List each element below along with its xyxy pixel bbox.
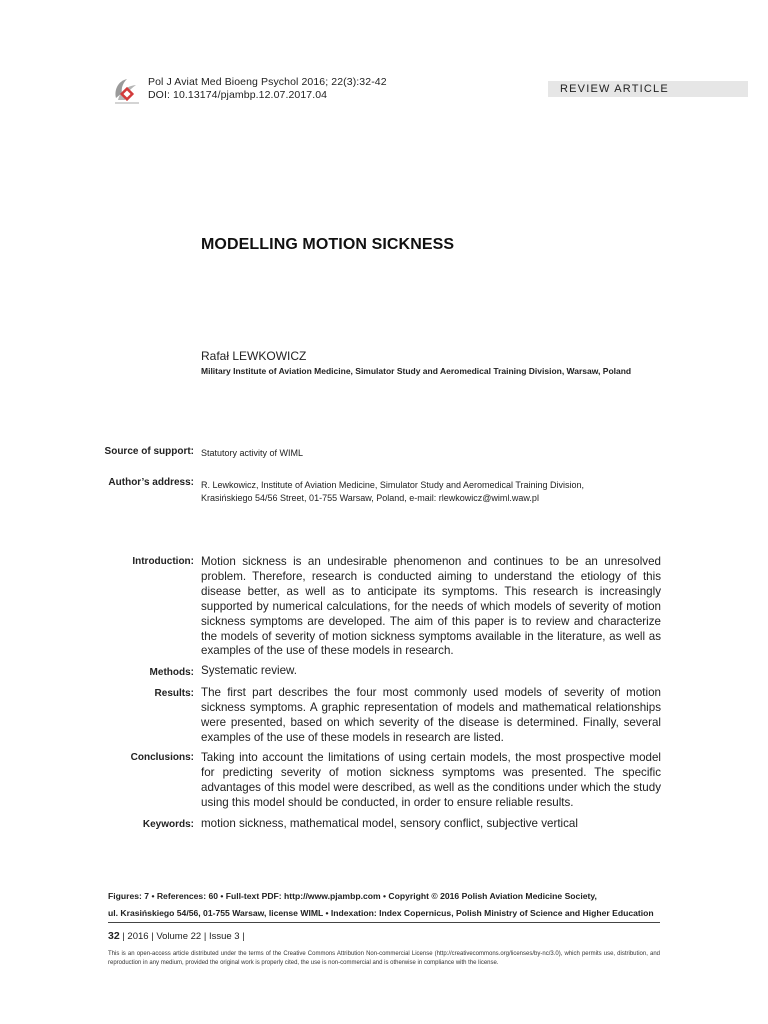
metadata-line-2: ul. Krasińskiego 54/56, 01-755 Warsaw, license WIML • Indexation: Index Copernicus, Polish Ministry of Science and Higher Education xyxy=(108,908,654,918)
address-line-1: R. Lewkowicz, Institute of Aviation Medicine, Simulator Study and Aeromedical Training Division, xyxy=(201,480,585,490)
metadata-line-1: Figures: 7 • References: 60 • Full-text PDF: http://www.pjambp.com • Copyright © 2016 Polish Aviation Medicine Society, xyxy=(108,891,597,901)
journal-citation xyxy=(148,76,387,102)
issue-info: | 2016 | Volume 22 | Issue 3 | xyxy=(122,931,245,942)
introduction-text: Motion sickness is an undesirable phenomenon and continues to be an unresolved problem. Therefore, research is conducted aiming to understand the etiology of this disease better, as well as to anticipate its symptoms. This research is increasingly supported by numerical calculations, for the needs of which models of severity of motion sickness symptoms are developed. The aim of this paper is to review and characterize the models of severity of motion sickness symptoms available in the literature, as well as examples of the use of these models in research. xyxy=(201,555,661,658)
page-info xyxy=(108,930,245,942)
methods-label: Methods: xyxy=(149,667,194,678)
journal-logo-icon xyxy=(112,76,142,106)
keywords-label: Keywords: xyxy=(142,819,194,830)
author-name: Rafał LEWKOWICZ xyxy=(201,349,307,363)
address-label: Author’s address: xyxy=(108,477,194,488)
license-notice: This is an open-access article distributed under the terms of the Creative Commons Attribution Non-commercial License (http://creativecommons.org/licenses/by-nc/3.0), which permits use, distribution, and reproduction in any medium, provided the original work is properly cited, the use is non-commercial and is otherwise in compliance with the license. xyxy=(108,951,660,966)
article-metadata xyxy=(108,888,660,922)
support-label: Source of support: xyxy=(104,446,194,457)
address-text xyxy=(201,479,661,505)
doi-line: DOI: 10.13174/pjambp.12.07.2017.04 xyxy=(148,89,328,101)
results-label: Results: xyxy=(154,688,194,699)
footer-divider xyxy=(108,922,660,923)
keywords-text: motion sickness, mathematical model, sensory conflict, subjective vertical xyxy=(201,817,578,830)
support-text: Statutory activity of WIML xyxy=(201,448,304,458)
conclusions-text: Taking into account the limitations of using certain models, the most prospective model for predicting severity of motion sickness symptoms was presented. The specific advantages of this model were described, as well as the conditions under which the study using this model should be conducted, in order to ensure reliable results. xyxy=(201,751,661,809)
article-type-badge: REVIEW ARTICLE xyxy=(548,81,748,97)
conclusions-label: Conclusions: xyxy=(130,752,194,763)
methods-text: Systematic review. xyxy=(201,664,297,677)
page-number: 32 xyxy=(108,930,120,942)
author-affiliation: Military Institute of Aviation Medicine, Simulator Study and Aeromedical Training Division, Warsaw, Poland xyxy=(201,366,632,376)
results-text: The first part describes the four most commonly used models of severity of motion sickness symptoms. A graphic representation of models and mathematical relationships were presented, based on which severity of the disease is determined. Finally, several examples of the use of these models in research are listed. xyxy=(201,686,661,744)
address-line-2: Krasińskiego 54/56 Street, 01-755 Warsaw, Poland, e-mail: rlewkowicz@wiml.waw.pl xyxy=(201,493,539,503)
citation-line: Pol J Aviat Med Bioeng Psychol 2016; 22(3):32-42 xyxy=(148,76,387,88)
introduction-label: Introduction: xyxy=(132,556,194,567)
article-title: MODELLING MOTION SICKNESS xyxy=(201,236,455,253)
